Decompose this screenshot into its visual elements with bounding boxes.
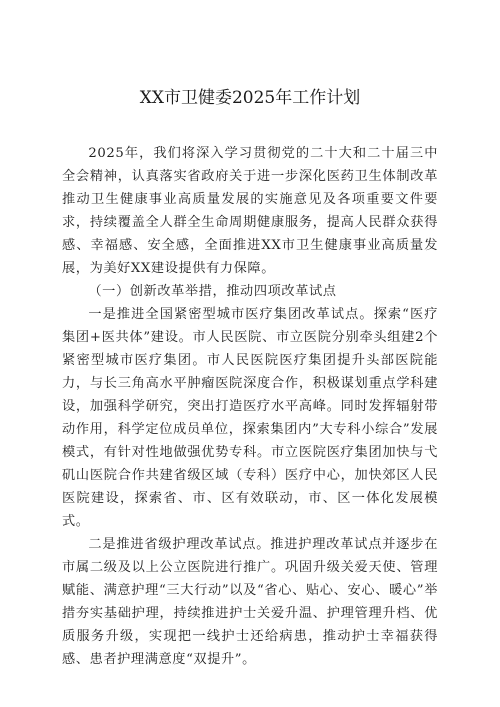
section-heading: （一）创新改革举措，推动四项改革试点 bbox=[88, 284, 337, 299]
paragraph-reform-pilot-2: 二是推进省级护理改革试点。推进护理改革试点并逐步在市属二级及以上公立医院进行推广。巩固升级关爱天使、管理赋能、满意护理“三大行动”以及“省心、贴心、安心、暖心”举措夯实基础护理，持续推进护士关爱升温、护理管理升档、优质服务升级，实现把一线护士还给病患，推动护士幸福获得感、患者护理满意度“双提升”。 bbox=[62, 537, 438, 667]
paragraph-reform-pilot-1: 一是推进全国紧密型城市医疗集团改革试点。探索“医疗集团+医共体”建设。市人民医院、市立医院分别牵头组建2个紧密型城市医疗集团。市人民医院医疗集团提升头部医院能力，与长三角高水平肿瘤医院深度合作，积极谋划重点学科建设，加强科学研究，突出打造医疗水平高峰。同时发挥辐射带动作用，科学定位成员单位，探索集团内”大专科小综合”发展模式，有针对性地做强优势专科。市立医院医疗集团加快与弋矶山医院合作共建省级区域（专科）医疗中心，加快郊区人民医院建设，探索省、市、区有效联动，市、区一体化发展模式。 bbox=[62, 307, 438, 529]
intro-paragraph: 2025年，我们将深入学习贯彻党的二十大和二十届三中全会精神，认真落实省政府关于进一步深化医药卫生体制改革推动卫生健康事业高质量发展的实施意见及各项重要文件要求，持续覆盖全人群全生命周期健康服务，提高人民群众获得感、幸福感、安全感，全面推进XX市卫生健康事业高质量发展，为美好XX建设提供有力保障。 bbox=[62, 146, 438, 276]
document-body bbox=[62, 142, 438, 671]
document-title: XX市卫健委2025年工作计划 bbox=[139, 88, 361, 108]
